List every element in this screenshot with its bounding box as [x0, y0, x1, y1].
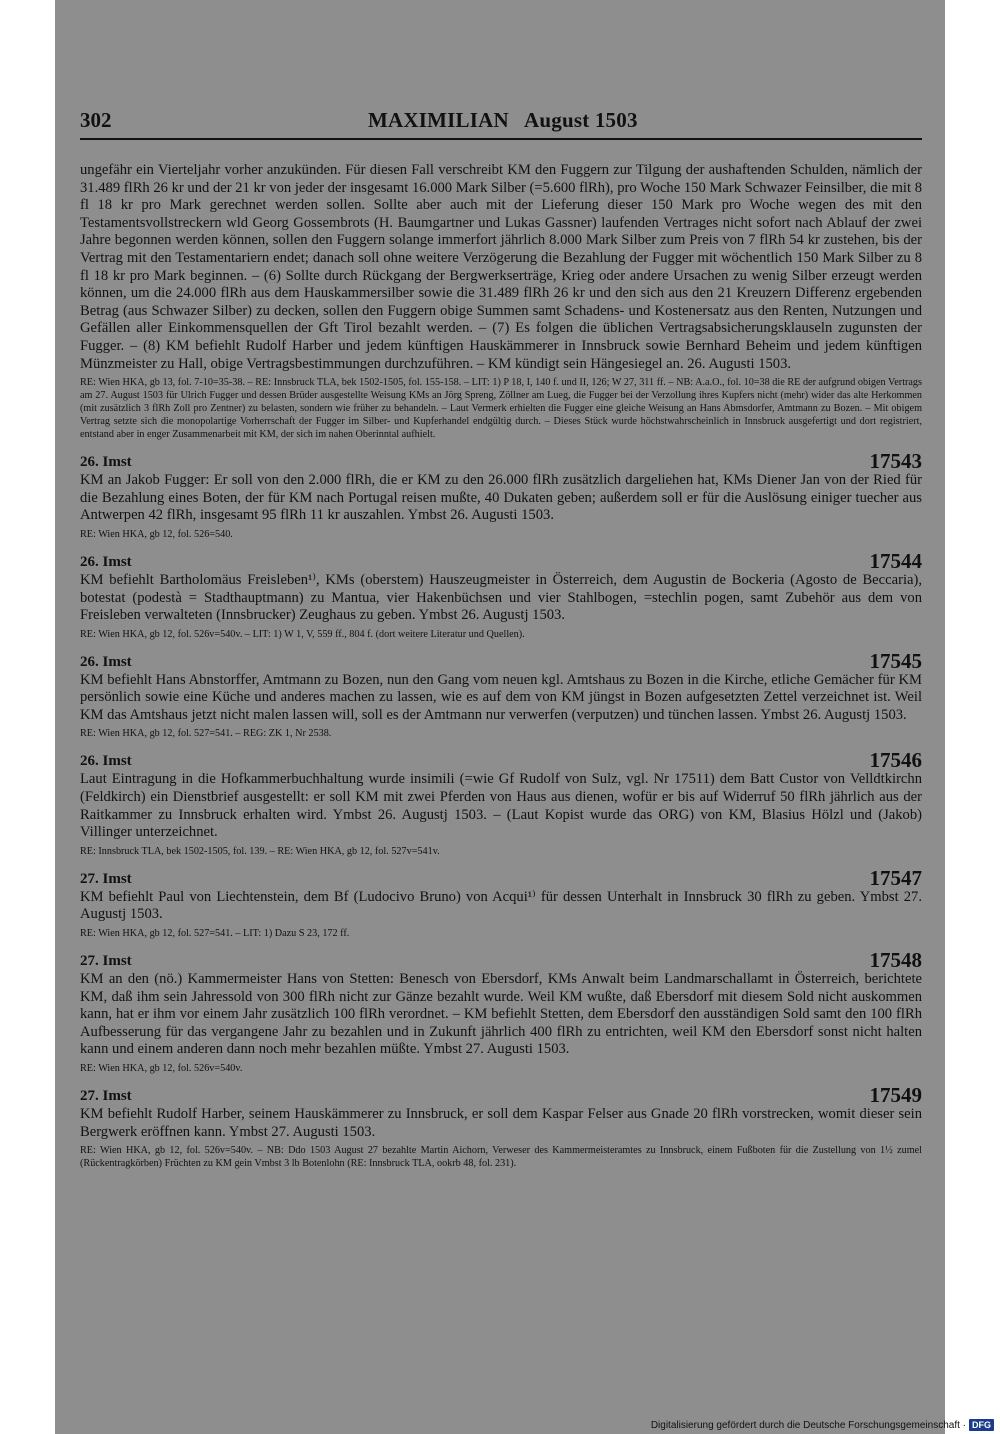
- entry-text: KM befiehlt Rudolf Harber, seinem Hauskämmerer zu Innsbruck, er soll dem Kaspar Felser aus Gnade 20 flRh vorstrecken, womit dieser sein Bergwerk eröffnen kann. Ymbst 27. Augusti 1503.: [80, 1106, 922, 1140]
- dfg-logo-icon: DFG: [969, 1419, 994, 1431]
- entry-text: KM an Jakob Fugger: Er soll von den 2.000 flRh, die er KM zu den 26.000 flRh zusätzlich dargeliehen hat, KMs Diener Jan von der Ried für die Bezahlung eines Boten, der für KM nach Portugal reisen mußte, 40 Dukaten geben; außerdem soll er für die Auslösung einiger tuecher aus Antwerpen 42 flRh, insgesamt 95 flRh 11 kr auszahlen. Ymbst 26. Augusti 1503.: [80, 472, 922, 524]
- entry-header: [80, 1085, 922, 1105]
- footer-text: Digitalisierung gefördert durch die Deutsche Forschungsgemeinschaft ·: [650, 1419, 966, 1431]
- entry-note: RE: Wien HKA, gb 12, fol. 526v=540v.: [80, 1063, 243, 1074]
- entry-17544: [80, 548, 922, 641]
- entry-number: 17547: [869, 865, 922, 890]
- entry-date-place: 27. Imst: [80, 870, 132, 887]
- entry-header: [80, 648, 922, 673]
- entry-header: [80, 948, 922, 973]
- entry-date-place: 26. Imst: [80, 454, 132, 471]
- entry-17548: [80, 950, 922, 1075]
- entry-note: RE: Wien HKA, gb 12, fol. 526=540.: [80, 528, 233, 540]
- entry-text: KM befiehlt Hans Abnstorffer, Amtmann zu Bozen, nun den Gang vom neuen kgl. Amtshaus zu Bozen in die Kirche, etliche Gemächer für KM persönlich sowie eine Küche und anderes machen zu lassen, wie es auf dem von KM jüngst in Bozen aufgesetzten Zettel verzeichnet ist. Weil KM das Amtshaus jetzt nicht malen lassen will, soll es der Amtmann nur verwerfen (verputzen) und tünchen lassen. Ymbst 26. Augustj 1503.: [80, 671, 922, 723]
- page-header: [80, 108, 922, 140]
- entry-date-place: 26. Imst: [80, 653, 132, 670]
- entry-note: RE: Wien HKA, gb 12, fol. 527=541. – REG: ZK 1, Nr 2538.: [80, 728, 332, 740]
- entry-number: 17546: [869, 748, 922, 773]
- entry-note: RE: Wien HKA, gb 12, fol. 527=541. – LIT: 1) Dazu S 23, 172 ff.: [80, 928, 350, 940]
- page-number: 302: [80, 108, 112, 132]
- entry-header: [80, 548, 922, 573]
- entry-date-place: 26. Imst: [80, 753, 132, 770]
- entry-number: 17544: [869, 548, 922, 573]
- dfg-footer: [651, 1419, 994, 1431]
- continuation-text: ungefähr ein Vierteljahr vorher anzukünden. Für diesen Fall verschreibt KM den Fuggern zur Tilgung der aushaftenden Schulden, nämlich der 31.489 flRh 26 kr und der 21 kr von jeder der insgesamt 16.000 Mark Silber (=5.600 flRh), pro Woche 150 Mark Schwazer Feinsilber, die mit 8 fl 18 kr pro Mark gerechnet werden sollen. Sollte aber auch mit der Lieferung dieser 150 Mark pro Woche wegen des mit den Testamentsvollstreckern wld Georg Gossembrots (H. Baumgartner und Lukas Gassner) laufenden Vertrages nicht sofort nach Ablauf der zwei Jahre begonnen werden können, sollen den Fuggern solange immerfort jährlich 8.000 Mark Silber zum Preis von 7 flRh 54 kr zustehen, bis der Vertrag mit den Testamentariern endet; danach soll ohne weitere Verzögerung die Bezahlung der Fugger mit wöchentlich 150 Mark Silber zu 8 fl 18 kr pro Mark beginnen. – (6) Sollte durch Rückgang der Bergwerkserträge, Krieg oder andere Ursachen zu wenig Silber erzeugt werden können, um die 24.000 flRh aus dem Hauskammersilber sowie die 31.489 flRh 26 kr und den sich aus den 21 Kreuzern Differenz ergebenden Betrag (aus Schwazer Silber) zu decken, sollen den Fuggern obige Summen samt Schadens- und Kostenersatz aus den Renten, Nutzungen und Gefällen aller Einkommensquellen der Gft Tirol bezahlt werden. – (7) Es folgen die üblichen Vertragsabsicherungsklauseln zugunsten der Fugger. – (8) KM befiehlt Rudolf Harber und jedem künftigen Hauskämmerer in Innsbruck sowie Bernhard Beheim und jedem künftigen Münzmeister zu Hall, obige Vertragsbestimmungen durchzuführen. – KM kündigt sein Hängesiegel an. 26. Augusti 1503.: [80, 162, 922, 372]
- content-column: [80, 108, 922, 1170]
- entry-17545: [80, 648, 922, 741]
- entry-date-place: 26. Imst: [80, 553, 132, 570]
- entry-date-place: 27. Imst: [80, 1088, 132, 1104]
- entry-17543: [80, 451, 922, 541]
- entry-17547: [80, 865, 922, 940]
- entry-number: 17548: [869, 948, 922, 973]
- entry-number: 17543: [869, 449, 922, 474]
- entry-date-place: 27. Imst: [80, 953, 132, 970]
- entry-note: RE: Innsbruck TLA, bek 1502-1505, fol. 139. – RE: Wien HKA, gb 12, fol. 527v=541v.: [80, 845, 440, 857]
- entry-header: [80, 865, 922, 890]
- entry-note: RE: Wien HKA, gb 12, fol. 526v=540v. – NB: Ddo 1503 August 27 bezahlte Martin Aichorn, Verweser des Kammermeisteramtes zu Innsbruck, einem Fußboten für die Zustellung von 1½ zumel (Rückentragkörben) Früchten zu KM gein Vmbst 3 lb Botenlohn (RE: Innsbruck TLA, ookrb 48, fol. 231).: [80, 1145, 922, 1170]
- entry-number: 17545: [869, 648, 922, 673]
- entry-header: [80, 748, 922, 773]
- entry-text: KM befiehlt Bartholomäus Freisleben¹⁾, KMs (oberstem) Hauszeugmeister in Österreich, dem Augustin de Bockeria (Agosto de Beccaria), botestat (podestà = Stadthauptmann) zu Mantua, vier Hakenbüchsen und vier Stahlbogen, =stechlin pogen, samt Zubehör aus dem von Freisleben verwalteten (Innsbrucker) Zeughaus zu geben. Ymbst 26. Augustj 1503.: [80, 571, 922, 624]
- entry-note: RE: Wien HKA, gb 12, fol. 526v=540v. – LIT: 1) W 1, V, 559 ff., 804 f. (dort weitere Literatur und Quellen).: [80, 628, 525, 640]
- entry-text: Laut Eintragung in die Hofkammerbuchhaltung wurde insimili (=wie Gf Rudolf von Sulz, vgl. Nr 17511) dem Batt Custor von Velldtkirchn (Feldkirch) ein Dienstbrief ausgestellt: er soll KM mit zwei Pferden von Haus aus dienen, wofür er bis auf Widerruf 50 flRh jährlich aus der Raitkammer zu Innsbruck erhalten wird. Ymbst 26. Augustj 1503. – (Laut Kopist wurde das ORG) von KM, Blasius Hölzl und (Jakob) Villinger unterzeichnet.: [80, 771, 922, 841]
- entry-number: 17549: [869, 1083, 922, 1107]
- running-title: MAXIMILIAN August 1503: [368, 108, 638, 132]
- entry-header: [80, 449, 922, 474]
- entry-17549: [80, 1085, 922, 1170]
- entry-text: KM befiehlt Paul von Liechtenstein, dem Bf (Ludocivo Bruno) von Acqui¹⁾ für dessen Unterhalt in Innsbruck 30 flRh zu geben. Ymbst 27. Augustj 1503.: [80, 888, 922, 923]
- entry-17546: [80, 750, 922, 857]
- entry-text: KM an den (nö.) Kammermeister Hans von Stetten: Benesch von Ebersdorf, KMs Anwalt beim Landmarschallamt in Österreich, berichtete KM, daß ihm sein Jahressold von 300 flRh nicht zur Gänze bezahlt wurde. Weil KM wußte, daß Ebersdorf mit diesem Sold nicht auskommen kann, hat er ihm vor einem Jahr zusätzlich 100 flRh verordnet. – KM befiehlt Stetten, dem Ebersdorf den ausständigen Sold samt den 100 flRh Aufbesserung für das vergangene Jahr zu bezahlen und in Zukunft jährlich 400 flRh zu entrichten, weil KM den Ebersdorf sonst nicht halten kann und einem anderen dann noch mehr bezahlen müßte. Ymbst 27. Augusti 1503.: [80, 971, 922, 1058]
- continuation-note: RE: Wien HKA, gb 13, fol. 7-10=35-38. – RE: Innsbruck TLA, bek 1502-1505, fol. 155-158. – LIT: 1) P 18, I, 140 f. und II, 126; W 27, 311 ff. – NB: A.a.O., fol. 10=38 die RE der aufgrund obigen Vertrags am 27. August 1503 für Ulrich Fugger und dessen Brüder ausgestellte Weisung KMs an Jörg Spreng, Zöllner am Lueg, die Fugger bei der Verzollung ihres Kupfers nicht (mehr) wider das alte Herkommen (mit zusätzlich 3 flRh Zoll pro Zentner) zu belasten, sondern wie früher zu behandeln. – Laut Vermerk erhielten die Fugger eine gleiche Weisung an Hans Abmsdorfer, Amtmann zu Bozen. – Mit obigem Vertrag setzte sich die monopolartige Vorherrschaft der Fugger im Silber- und Kupferhandel endgültig durch. – Dieses Stück wurde höchstwahrscheinlich in Innsbruck ausgefertigt und dort registriert, entstand aber in enger Zusammenarbeit mit KM, der sich im nahen Oberinntal aufhielt.: [80, 377, 922, 441]
